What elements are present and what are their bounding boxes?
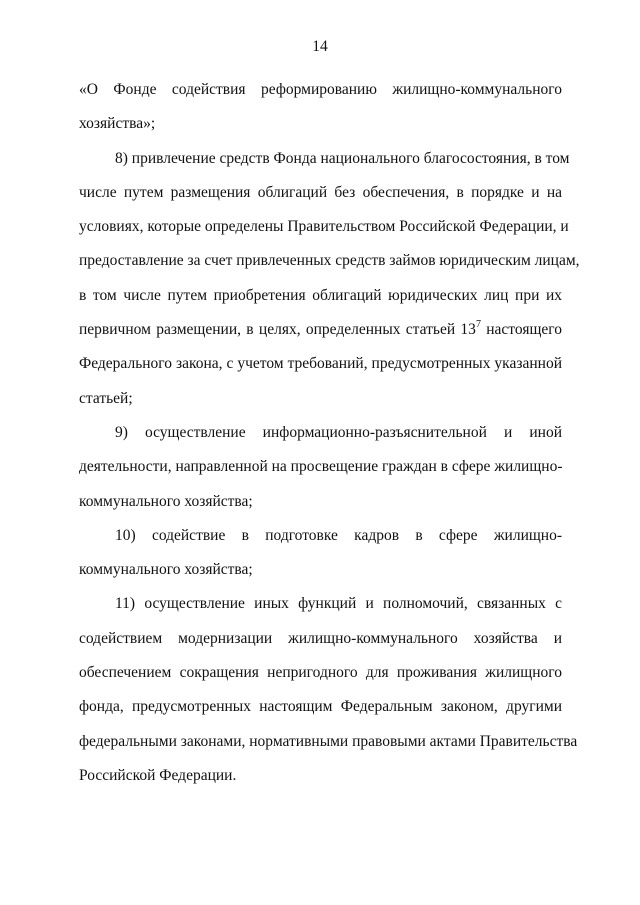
- text-fragment: первичном размещении, в целях, определенных статьей 13: [79, 321, 476, 339]
- text-line: в том числе путем приобретения облигаций юридических лиц при их: [79, 286, 562, 304]
- superscript: 7: [475, 319, 481, 331]
- text-line: коммунального хозяйства;: [79, 561, 253, 579]
- text-line: фонда, предусмотренных настоящим Федеральным законом, другими: [79, 698, 562, 716]
- text-line: 10) содействие в подготовке кадров в сфере жилищно-: [115, 526, 562, 544]
- text-line: обеспечением сокращения непригодного для проживания жилищного: [79, 664, 562, 682]
- text-line: Российской Федерации.: [79, 766, 237, 784]
- text-line: хозяйства»;: [79, 115, 156, 133]
- list-item-11: [79, 587, 578, 793]
- document-body: [79, 73, 580, 793]
- paragraph-continuation: [79, 73, 562, 142]
- text-line: деятельности, направленной на просвещение граждан в сфере жилищно-: [79, 458, 563, 476]
- list-item-8: [79, 142, 580, 416]
- text-line: коммунального хозяйства;: [79, 492, 253, 510]
- text-line: предоставление за счет привлеченных средств займов юридическим лицам,: [79, 252, 580, 270]
- text-line: условиях, которые определены Правительством Российской Федерации, и: [79, 218, 569, 236]
- text-line: 9) осуществление информационно-разъяснительной и иной: [115, 423, 562, 441]
- text-fragment: настоящего: [480, 321, 562, 339]
- text-line: «О Фонде содействия реформированию жилищно-коммунального: [79, 81, 562, 98]
- list-item-9: [79, 416, 562, 519]
- list-item-10: [79, 519, 562, 588]
- text-line: статьей;: [79, 389, 133, 407]
- text-line: федеральными законами, нормативными правовыми актами Правительства: [79, 732, 578, 750]
- text-line: числе путем размещения облигаций без обеспечения, в порядке и на: [79, 183, 562, 201]
- page-number: 14: [312, 38, 328, 55]
- text-line: 8) привлечение средств Фонда национального благосостояния, в том: [115, 149, 570, 167]
- text-line-with-superscript: [79, 313, 562, 347]
- text-line: 11) осуществление иных функций и полномочий, связанных с: [115, 595, 562, 613]
- text-line: содействием модернизации жилищно-коммунального хозяйства и: [79, 629, 562, 647]
- text-line: Федерального закона, с учетом требований, предусмотренных указанной: [79, 355, 562, 373]
